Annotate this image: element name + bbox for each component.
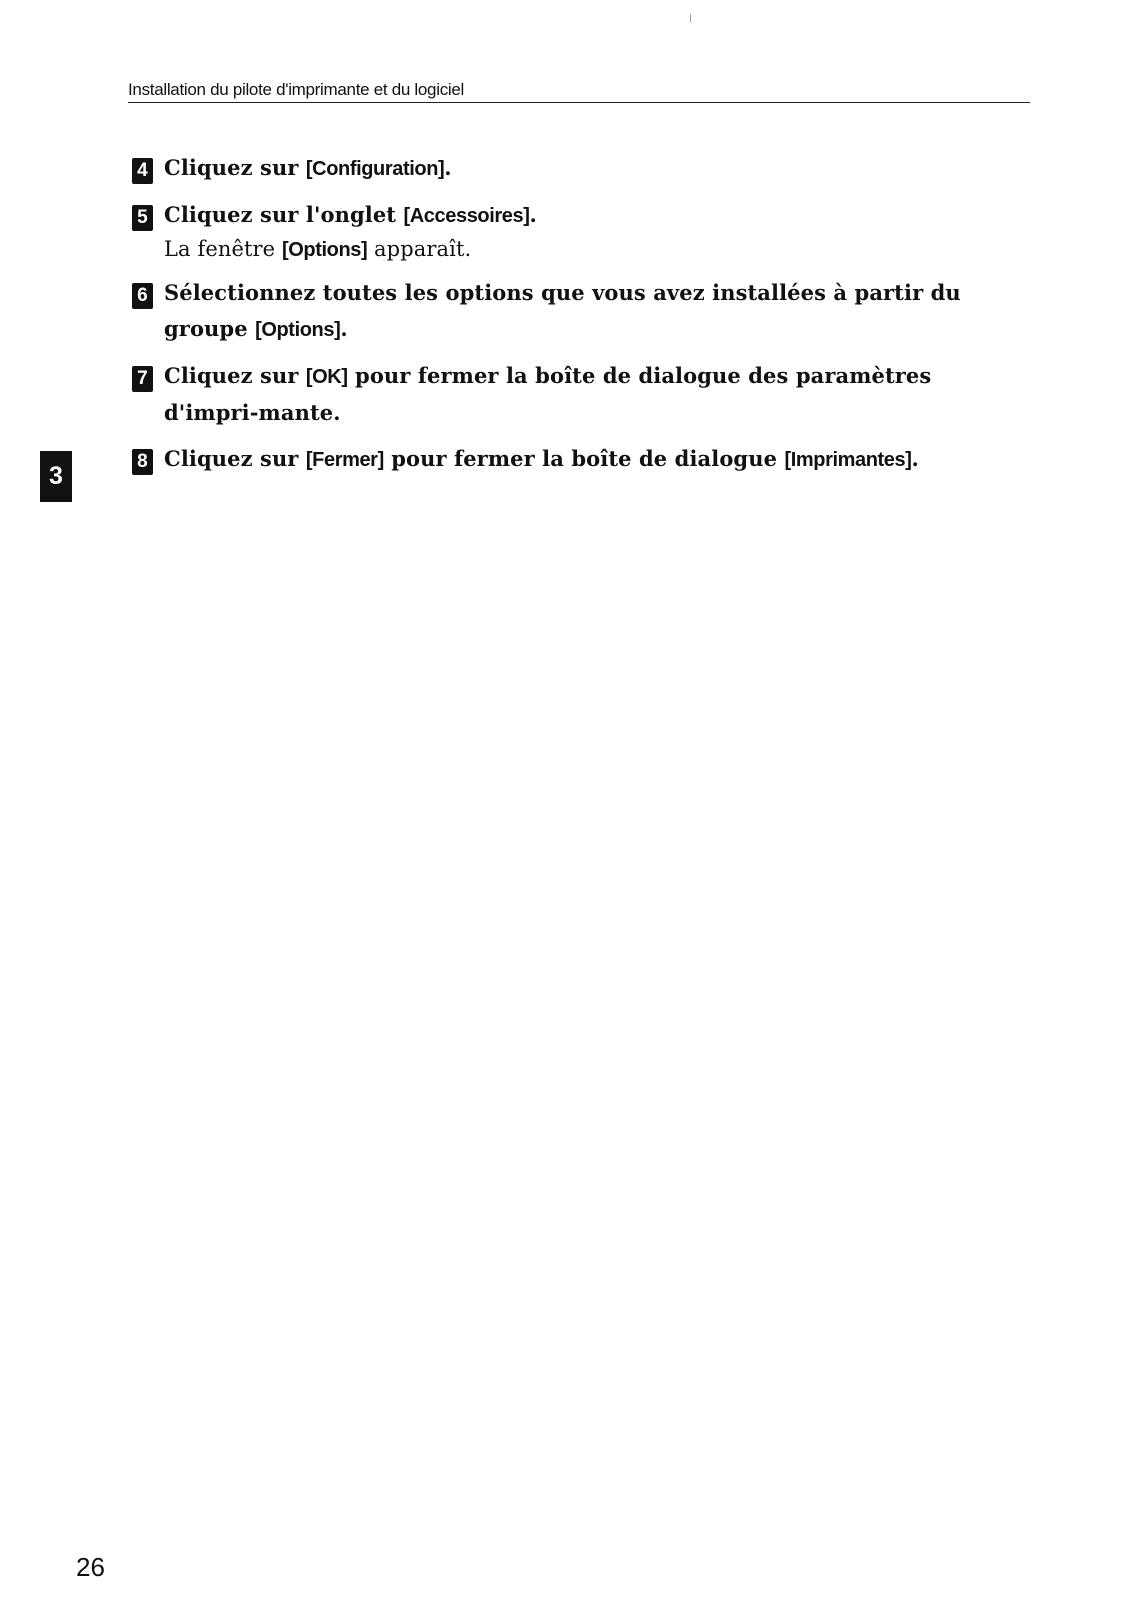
ui-keyword-options: [Options]: [281, 239, 368, 261]
step-text: .: [444, 155, 452, 180]
running-header-text: Installation du pilote d'imprimante et du logiciel: [128, 80, 464, 99]
step-4: [132, 150, 1032, 187]
step-7: [132, 358, 1032, 431]
running-header: [128, 74, 1030, 103]
step-text: .: [911, 446, 919, 471]
ui-keyword-configuration: [Configuration]: [305, 158, 445, 180]
step-text: Cliquez sur: [164, 446, 306, 471]
note-text: La fenêtre: [164, 237, 282, 261]
ui-keyword-options: [Options]: [255, 319, 341, 341]
step-note: [164, 234, 1032, 265]
step-5: [132, 197, 1032, 265]
step-text: pour fermer la boîte de dialogue des paramètres d'impri-mante.: [164, 363, 932, 425]
step-8: [132, 441, 1032, 478]
step-number-badge: 8: [132, 449, 153, 475]
step-number-badge: 6: [132, 283, 153, 309]
note-text: apparaît.: [367, 237, 472, 261]
scan-mark: [690, 14, 691, 22]
step-list: [132, 150, 1032, 478]
ui-keyword-ok: [OK]: [305, 366, 348, 388]
step-6: [132, 275, 1032, 348]
step-text: Cliquez sur: [164, 363, 306, 388]
step-text: .: [529, 202, 537, 227]
step-text: .: [340, 316, 348, 341]
ui-keyword-imprimantes: [Imprimantes]: [784, 449, 912, 471]
step-number-badge: 5: [132, 205, 153, 231]
ui-keyword-accessoires: [Accessoires]: [403, 205, 530, 227]
ui-keyword-fermer: [Fermer]: [305, 449, 384, 471]
step-number-badge: 4: [132, 158, 153, 184]
step-number-badge: 7: [132, 366, 153, 392]
step-text: Sélectionnez toutes les options que vous avez installées à partir du groupe: [164, 280, 961, 341]
page-number: 26: [76, 1552, 105, 1582]
step-text: Cliquez sur: [164, 155, 306, 180]
step-text: pour fermer la boîte de dialogue: [383, 446, 785, 471]
chapter-tab: 3: [40, 451, 72, 502]
step-text: Cliquez sur l'onglet: [164, 202, 404, 227]
